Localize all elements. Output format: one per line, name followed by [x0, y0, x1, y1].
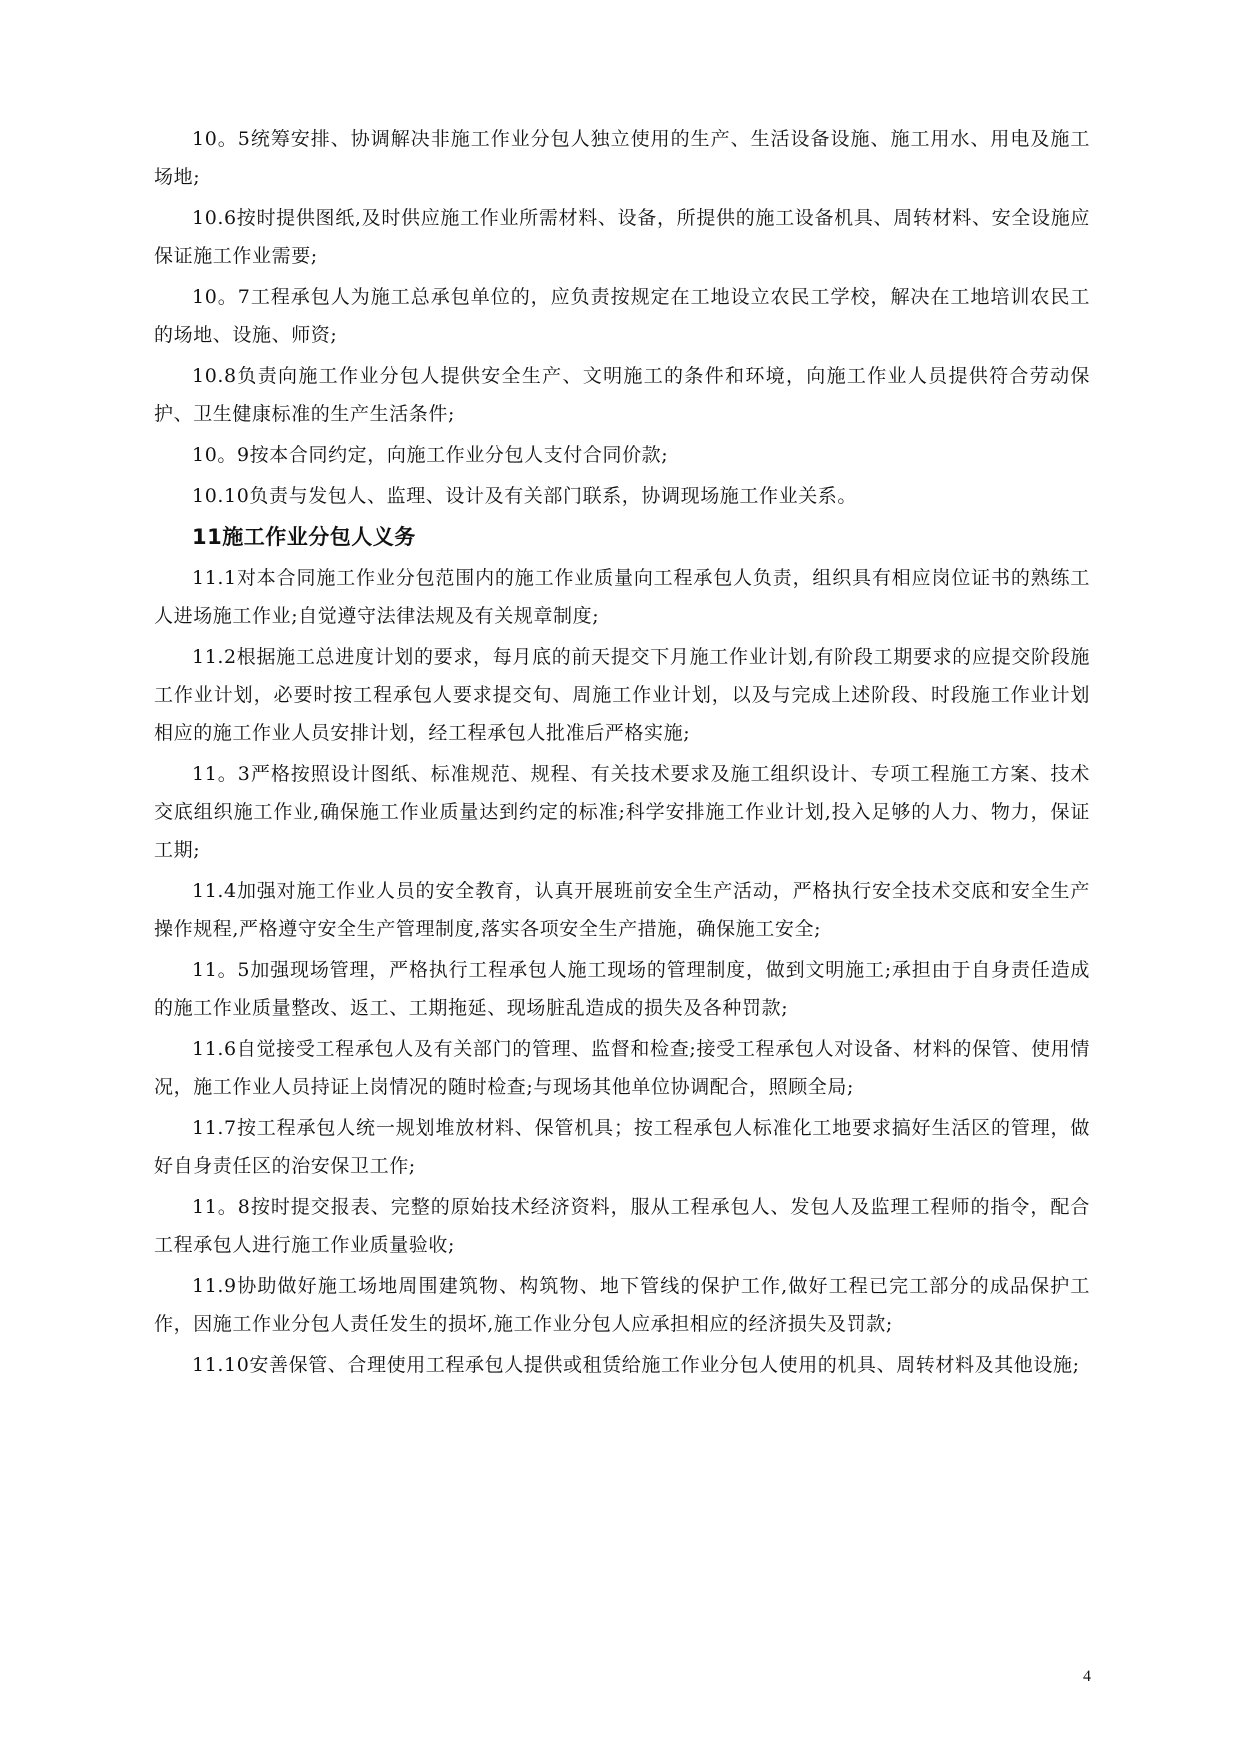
clause-11-10: 11.10安善保管、合理使用工程承包人提供或租赁给施工作业分包人使用的机具、周转材料及其他设施;	[192, 1354, 1080, 1376]
section-11-heading: 11施工作业分包人义务	[192, 525, 416, 549]
clause-11-5: 11。5加强现场管理，严格执行工程承包人施工现场的管理制度，做到文明施工;承担由于自身责任造成的施工作业质量整改、返工、工期拖延、现场脏乱造成的损失及各种罚款;	[154, 959, 1090, 1019]
clause-10-10: 10.10负责与发包人、监理、设计及有关部门联系，协调现场施工作业关系。	[192, 485, 857, 507]
clause-11-6: 11.6自觉接受工程承包人及有关部门的管理、监督和检查;接受工程承包人对设备、材料的保管、使用情况，施工作业人员持证上岗情况的随时检查;与现场其他单位协调配合，照顾全局;	[154, 1038, 1090, 1098]
clause-11-9: 11.9协助做好施工场地周围建筑物、构筑物、地下管线的保护工作,做好工程已完工部分的成品保护工作，因施工作业分包人责任发生的损坏,施工作业分包人应承担相应的经济损失及罚款;	[154, 1275, 1090, 1335]
clause-10-7: 10。7工程承包人为施工总承包单位的，应负责按规定在工地设立农民工学校，解决在工地培训农民工的场地、设施、师资;	[154, 286, 1090, 346]
clause-10-9: 10。9按本合同约定，向施工作业分包人支付合同价款;	[192, 444, 669, 466]
clause-11-8: 11。8按时提交报表、完整的原始技术经济资料，服从工程承包人、发包人及监理工程师的指令，配合工程承包人进行施工作业质量验收;	[154, 1196, 1090, 1256]
clause-10-6: 10.6按时提供图纸,及时供应施工作业所需材料、设备，所提供的施工设备机具、周转材料、安全设施应保证施工作业需要;	[154, 207, 1090, 267]
clause-11-2: 11.2根据施工总进度计划的要求，每月底的前天提交下月施工作业计划,有阶段工期要求的应提交阶段施工作业计划，必要时按工程承包人要求提交旬、周施工作业计划，以及与完成上述阶段、时段施工作业计划相应的施工作业人员安排计划，经工程承包人批准后严格实施;	[154, 646, 1090, 744]
page-number: 4	[1083, 1668, 1091, 1685]
clause-11-3: 11。3严格按照设计图纸、标准规范、规程、有关技术要求及施工组织设计、专项工程施工方案、技术交底组织施工作业,确保施工作业质量达到约定的标准;科学安排施工作业计划,投入足够的人力、物力，保证工期;	[154, 763, 1090, 861]
clause-11-1: 11.1对本合同施工作业分包范围内的施工作业质量向工程承包人负责，组织具有相应岗位证书的熟练工人进场施工作业;自觉遵守法律法规及有关规章制度;	[154, 567, 1090, 627]
clause-10-8: 10.8负责向施工作业分包人提供安全生产、文明施工的条件和环境，向施工作业人员提供符合劳动保护、卫生健康标准的生产生活条件;	[154, 365, 1090, 425]
clause-11-4: 11.4加强对施工作业人员的安全教育，认真开展班前安全生产活动，严格执行安全技术交底和安全生产操作规程,严格遵守安全生产管理制度,落实各项安全生产措施，确保施工安全;	[154, 880, 1090, 940]
clause-10-5: 10。5统筹安排、协调解决非施工作业分包人独立使用的生产、生活设备设施、施工用水、用电及施工场地;	[154, 128, 1090, 188]
clause-11-7: 11.7按工程承包人统一规划堆放材料、保管机具；按工程承包人标准化工地要求搞好生活区的管理，做好自身责任区的治安保卫工作;	[154, 1117, 1090, 1177]
document-page	[154, 120, 1090, 1387]
